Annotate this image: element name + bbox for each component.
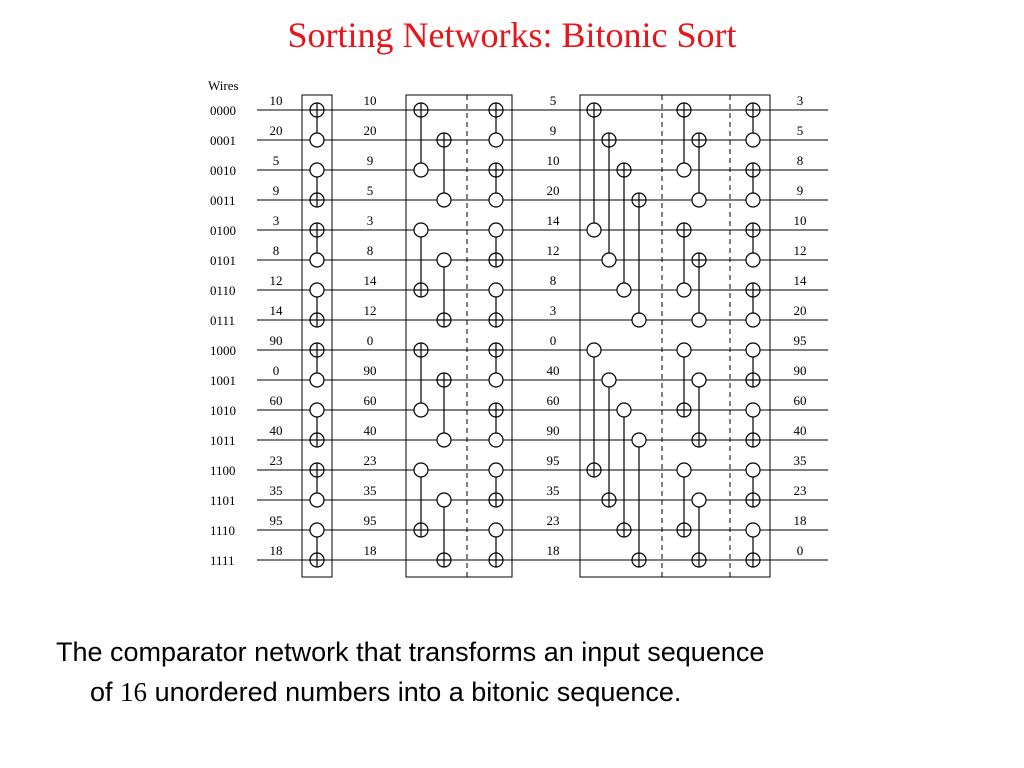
comparator-minus-node [587, 343, 601, 357]
comparator-minus-node [310, 493, 324, 507]
wires [257, 110, 828, 560]
wire-value: 0 [366, 333, 374, 348]
comparator-minus-node [692, 313, 706, 327]
wire-value: 3 [366, 213, 374, 228]
comparator-minus-node [310, 373, 324, 387]
wire-value: 18 [269, 543, 283, 558]
wire-value: 60 [363, 393, 377, 408]
comparator-minus-node [414, 403, 428, 417]
wire-value: 95 [793, 333, 807, 348]
wire-value: 35 [363, 483, 377, 498]
slide-title: Sorting Networks: Bitonic Sort [287, 15, 737, 55]
wire-label: 0010 [210, 163, 236, 178]
wire-value: 14 [546, 213, 560, 228]
comparator-minus-node [489, 373, 503, 387]
wire-value: 23 [793, 483, 807, 498]
wire-label: 0001 [210, 133, 236, 148]
wire-label: 0110 [210, 283, 236, 298]
wire-value: 0 [272, 363, 280, 378]
wire-value: 9 [272, 183, 280, 198]
comparator-minus-node [677, 283, 691, 297]
comparator-minus-node [310, 403, 324, 417]
wire-value: 40 [793, 423, 807, 438]
wire-value: 14 [269, 303, 283, 318]
wire-value: 10 [546, 153, 560, 168]
caption-line-1: The comparator network that transforms an input sequence [56, 637, 765, 667]
wire-value: 90 [363, 363, 377, 378]
wire-value: 18 [363, 543, 377, 558]
comparator-minus-node [746, 193, 760, 207]
comparator-minus-node [692, 373, 706, 387]
comparator-minus-node [617, 283, 631, 297]
comparator-minus-node [677, 163, 691, 177]
wire-value: 95 [546, 453, 560, 468]
wire-label: 0101 [210, 253, 236, 268]
wire-label: 0011 [210, 193, 236, 208]
wire-label: 0000 [210, 103, 236, 118]
slide-caption [56, 632, 996, 712]
comparator-minus-node [437, 253, 451, 267]
caption-number: 16 [120, 677, 148, 707]
wire-value: 90 [793, 363, 807, 378]
wire-value: 95 [269, 513, 283, 528]
comparator-minus-node [489, 193, 503, 207]
comparator-minus-node [310, 133, 324, 147]
wire-value: 60 [269, 393, 283, 408]
wire-value: 3 [272, 213, 280, 228]
wire-value: 40 [363, 423, 377, 438]
wire-value: 23 [269, 453, 283, 468]
comparator-minus-node [310, 523, 324, 537]
wire-value: 9 [549, 123, 557, 138]
wire-value: 40 [546, 363, 560, 378]
comparator-minus-node [437, 193, 451, 207]
wire-value: 10 [793, 213, 807, 228]
wire-value: 10 [269, 93, 283, 108]
wire-label: 1011 [210, 433, 236, 448]
wire-label: 0100 [210, 223, 236, 238]
comparator-minus-node [746, 313, 760, 327]
wire-value: 5 [272, 153, 280, 168]
comparator-minus-node [310, 253, 324, 267]
wire-label: 1100 [210, 463, 236, 478]
wire-value: 18 [793, 513, 807, 528]
wire-value: 40 [269, 423, 283, 438]
comparator-minus-node [489, 283, 503, 297]
comparator-minus-node [414, 163, 428, 177]
comparator-minus-node [489, 223, 503, 237]
wire-value: 35 [546, 483, 560, 498]
wire-value: 60 [793, 393, 807, 408]
comparator-minus-node [632, 433, 646, 447]
wire-value: 95 [363, 513, 377, 528]
comparator-minus-node [437, 493, 451, 507]
comparator-minus-node [602, 253, 616, 267]
wire-value: 8 [796, 153, 804, 168]
comparator-minus-node [692, 193, 706, 207]
wire-value: 20 [363, 123, 377, 138]
comparator-minus-node [677, 343, 691, 357]
wire-label: 1000 [210, 343, 236, 358]
wire-value: 90 [546, 423, 560, 438]
wire-value: 35 [269, 483, 283, 498]
comparator-minus-node [414, 223, 428, 237]
wire-value: 23 [546, 513, 560, 528]
wire-value: 8 [549, 273, 557, 288]
caption-line-2 [56, 672, 996, 712]
value-columns [270, 93, 808, 558]
wire-value: 0 [549, 333, 557, 348]
comparator-minus-node [746, 403, 760, 417]
wire-value: 20 [793, 303, 807, 318]
wire-value: 3 [549, 303, 557, 318]
wire-value: 20 [546, 183, 560, 198]
wire-value: 35 [793, 453, 807, 468]
comparator-minus-node [746, 523, 760, 537]
comparator-minus-node [414, 463, 428, 477]
wire-label: 0111 [210, 313, 236, 328]
comparator-minus-node [746, 463, 760, 477]
wire-value: 5 [366, 183, 374, 198]
comparator-minus-node [310, 283, 324, 297]
wire-labels [210, 103, 236, 568]
comparator-minus-node [617, 403, 631, 417]
wire-label: 1010 [210, 403, 236, 418]
comparator-minus-node [489, 133, 503, 147]
comparator-minus-node [602, 373, 616, 387]
comparators [310, 103, 760, 567]
wire-value: 8 [366, 243, 374, 258]
comparator-minus-node [489, 433, 503, 447]
wire-value: 9 [366, 153, 374, 168]
wires-header: Wires [208, 78, 239, 93]
comparator-minus-node [746, 343, 760, 357]
wire-label: 1001 [210, 373, 236, 388]
wire-value: 3 [796, 93, 804, 108]
wire-value: 14 [363, 273, 377, 288]
comparator-minus-node [746, 253, 760, 267]
comparator-minus-node [587, 223, 601, 237]
wire-value: 12 [269, 273, 283, 288]
wire-value: 20 [269, 123, 283, 138]
wire-label: 1111 [210, 553, 235, 568]
wire-value: 14 [793, 273, 807, 288]
comparator-minus-node [677, 463, 691, 477]
caption-of: of [90, 677, 113, 707]
wire-value: 12 [793, 243, 807, 258]
wire-label: 1101 [210, 493, 236, 508]
wire-value: 23 [363, 453, 377, 468]
wire-value: 9 [796, 183, 804, 198]
wire-value: 90 [269, 333, 283, 348]
comparator-minus-node [489, 523, 503, 537]
wire-value: 60 [546, 393, 560, 408]
wire-value: 18 [546, 543, 560, 558]
caption-rest: unordered numbers into a bitonic sequence. [154, 677, 682, 707]
wire-label: 1110 [210, 523, 236, 538]
wire-value: 12 [546, 243, 560, 258]
comparator-minus-node [489, 463, 503, 477]
comparator-minus-node [632, 313, 646, 327]
wire-value: 5 [549, 93, 557, 108]
comparator-minus-node [310, 163, 324, 177]
wire-value: 10 [363, 93, 377, 108]
wire-value: 12 [363, 303, 377, 318]
wire-value: 0 [796, 543, 804, 558]
comparator-minus-node [692, 493, 706, 507]
wire-value: 8 [272, 243, 280, 258]
comparator-minus-node [437, 433, 451, 447]
comparator-minus-node [746, 133, 760, 147]
wire-value: 5 [796, 123, 804, 138]
